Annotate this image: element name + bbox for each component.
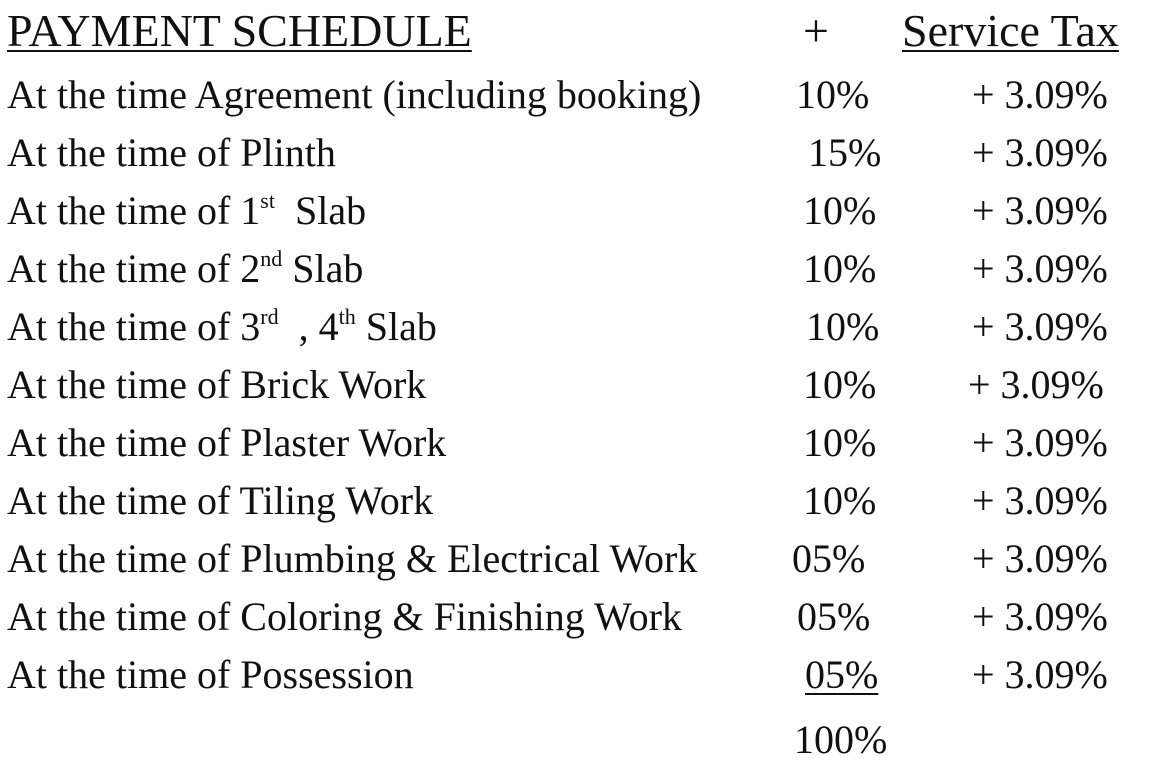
schedule-row-first-slab xyxy=(0,182,1168,240)
row-percent: 10% xyxy=(806,304,880,349)
row-label: At the time of Brick Work xyxy=(7,362,427,407)
service-tax-heading: Service Tax xyxy=(902,5,1119,56)
row-service-tax: + 3.09% xyxy=(972,478,1108,523)
row-percent: 05% xyxy=(797,594,871,639)
row-service-tax: + 3.09% xyxy=(972,594,1108,639)
row-percent: 10% xyxy=(796,72,870,117)
row-label: At the time of Tiling Work xyxy=(7,478,434,523)
row-label: At the time of Plinth xyxy=(7,130,336,175)
row-service-tax: + 3.09% xyxy=(972,652,1108,697)
plus-sign: + xyxy=(803,5,829,56)
row-label: At the time of 3rd , 4th Slab xyxy=(7,304,437,349)
row-percent: 05% xyxy=(792,536,866,581)
row-percent: 10% xyxy=(803,188,877,233)
schedule-row-brick-work xyxy=(0,356,1168,414)
schedule-rows xyxy=(0,66,1168,704)
row-label: At the time Agreement (including booking) xyxy=(7,72,702,117)
schedule-row-possession xyxy=(0,646,1168,704)
schedule-row-third-fourth-slab xyxy=(0,298,1168,356)
schedule-row-coloring-finishing xyxy=(0,588,1168,646)
row-service-tax: + 3.09% xyxy=(972,536,1108,581)
row-percent: 10% xyxy=(803,362,877,407)
total-percent: 100% xyxy=(794,717,888,762)
row-percent: 10% xyxy=(803,420,877,465)
row-label: At the time of 1st Slab xyxy=(7,188,367,233)
row-percent: 10% xyxy=(803,246,877,291)
schedule-row-plumbing-electrical xyxy=(0,530,1168,588)
row-service-tax: + 3.09% xyxy=(972,72,1108,117)
schedule-row-tiling-work xyxy=(0,472,1168,530)
row-label: At the time of Possession xyxy=(7,652,414,697)
row-service-tax: + 3.09% xyxy=(972,130,1108,175)
row-percent: 15% xyxy=(808,130,882,175)
row-service-tax: + 3.09% xyxy=(972,246,1108,291)
schedule-row-agreement xyxy=(0,66,1168,124)
row-label: At the time of Coloring & Finishing Work xyxy=(7,594,682,639)
row-service-tax: + 3.09% xyxy=(972,304,1108,349)
schedule-row-plinth xyxy=(0,124,1168,182)
row-label: At the time of 2nd Slab xyxy=(7,246,364,291)
row-label: At the time of Plaster Work xyxy=(7,420,447,465)
row-service-tax: + 3.09% xyxy=(972,188,1108,233)
schedule-row-second-slab xyxy=(0,240,1168,298)
row-service-tax: + 3.09% xyxy=(968,362,1104,407)
page-title: PAYMENT SCHEDULE xyxy=(7,5,472,56)
row-percent: 10% xyxy=(803,478,877,523)
row-label: At the time of Plumbing & Electrical Work xyxy=(7,536,698,581)
schedule-header xyxy=(0,0,1168,62)
row-service-tax: + 3.09% xyxy=(972,420,1108,465)
row-percent: 05% xyxy=(805,652,879,697)
schedule-row-plaster-work xyxy=(0,414,1168,472)
